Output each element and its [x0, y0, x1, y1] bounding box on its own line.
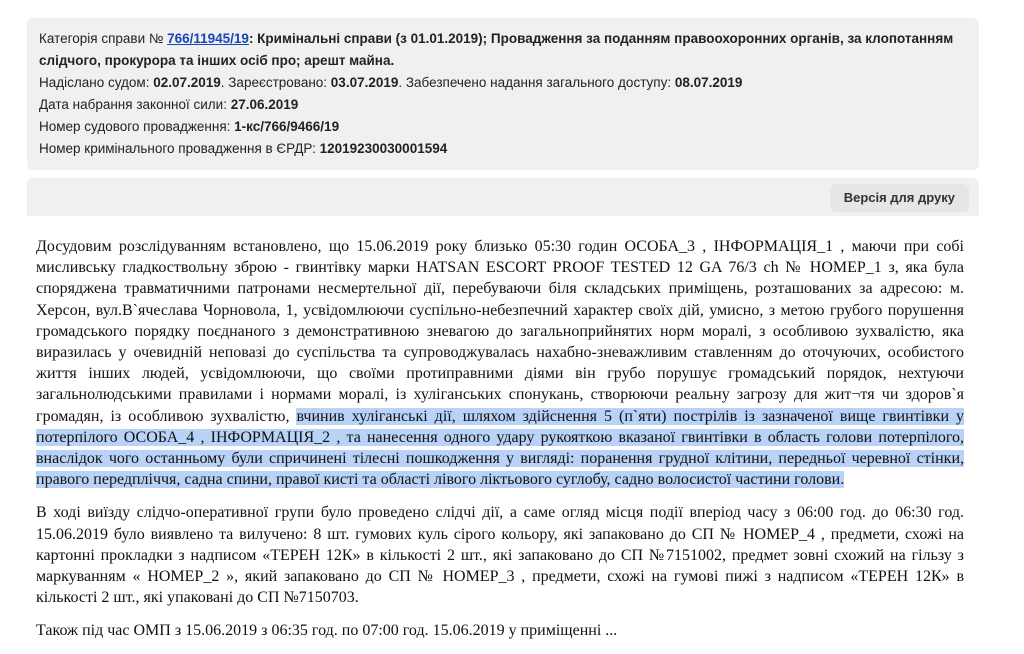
case-info-panel — [27, 18, 979, 170]
erdr-row — [39, 138, 967, 160]
dates-row — [39, 72, 967, 94]
category-label: Категорія справи № — [39, 31, 168, 46]
paragraph-3: Також під час ОМП з 15.06.2019 з 06:35 год. по 07:00 год. 15.06.2019 у приміщенні ... — [36, 622, 618, 640]
registered-date: 03.07.2019 — [330, 75, 399, 90]
sent-label: Надіслано судом: — [39, 75, 154, 90]
case-number-link[interactable]: 766/11945/19 — [167, 31, 249, 46]
document-body — [36, 236, 964, 654]
erdr-number: 12019230030001594 — [319, 141, 448, 156]
legal-force-label: Дата набрання законної сили: — [39, 97, 231, 112]
legal-force-date: 27.06.2019 — [230, 97, 299, 112]
legal-force-row — [39, 94, 967, 116]
paragraph-1 — [36, 236, 964, 490]
selected-text[interactable]: вчинив хуліганські дії, шляхом здійснення 5 (п`яти) пострілів із зазначеної вище гвинтівки у потерпілого ОСОБА_4 , ІНФОРМАЦІЯ_2 , та нанесення одного удару рукояткою вказаної гвинтівки в область голови потерпілого, внаслідок чого останньому були спричинені тілесні пошкодження у вигляді: поранення грудної клітини, передньої черевної стінки, правого передпліччя, садна спини, правої кисті та області лівого ліктьового суглобу, садно волосистої частини голови. — [36, 407, 965, 489]
sent-date: 02.07.2019 — [153, 75, 221, 90]
case-category-row — [39, 28, 967, 72]
access-label: . Забезпечено надання загального доступу: — [398, 75, 675, 90]
proceeding-row — [39, 116, 967, 138]
proceeding-number: 1-кс/766/9466/19 — [234, 119, 340, 134]
paragraph-2: В ході виїзду слідчо-оперативної групи було проведено слідчі дії, а саме огляд місця події вперіод часу з 06:00 год. до 06:30 год. 15.06.2019 було виявлено та вилучено: 8 шт. гумових куль сірого кольору, які запаковано до СП № НОМЕР_4 , предмети, схожі на картонні прокладки з надписом «ТЕРЕН 12К» в кількості 2 шт., які запаковано до СП №7151002, предмет зовні схожий на гільзу з маркуванням « НОМЕР_2 », який запаковано до СП № НОМЕР_3 , предмети, схожі на гумові пижі з надписом «ТЕРЕН 12К» в кількості 2 шт., які упаковані до СП №7150703. — [36, 504, 964, 607]
erdr-label: Номер кримінального провадження в ЄРДР: — [39, 141, 320, 156]
paragraph-1-text: Досудовим розслідуванням встановлено, що 15.06.2019 року близько 05:30 годин ОСОБА_3 , ІНФОРМАЦІЯ_1 , маючи при собі мисливську гладкоствольну зброю - гвинтівку марки HATSAN ESCORT PROOF TESTED 12 GA 76/3 ch № НОМЕР_1 з, яка була споряджена травматичними патронами несмертельної дії, перебуваючи біля складських приміщень, розташованих за адресою: м. Херсон, вул.В`ячеслава Чорновола, 1, усвідомлюючи суспільно-небезпечний характер своїх дій, умисно, з метою грубого порушення громадського порядку поєднаного з демонстративною зневагою до загальноприйнятих норм моралі, з особливою зухвалістю, яка виразилась у очевидній неповазі до суспільства та супроводжувалась нахабно-зневажливим ставленням до оточуючих, особистого життя інших людей, усвідомлюючи, що своїми протиправними діями він грубо порушує громадський порядок, нехтуючи загальнолюдськими правилами і нормами моралі, із хуліганських спонукань, створюючи реальну загрозу для жит¬тя чи здоров`я громадян, із особливою зухвалістю, — [36, 238, 964, 425]
proceeding-label: Номер судового провадження: — [39, 119, 235, 134]
registered-label: . Зареєстровано: — [220, 75, 331, 90]
document-toolbar — [27, 178, 979, 216]
access-date: 08.07.2019 — [674, 75, 743, 90]
print-version-button[interactable]: Версія для друку — [830, 184, 969, 212]
category-text: : Кримінальні справи (з 01.01.2019); Провадження за поданням правоохоронних органів, за клопотанням слідчого, прокурора та інших осіб про; арешт майна. — [39, 31, 954, 68]
